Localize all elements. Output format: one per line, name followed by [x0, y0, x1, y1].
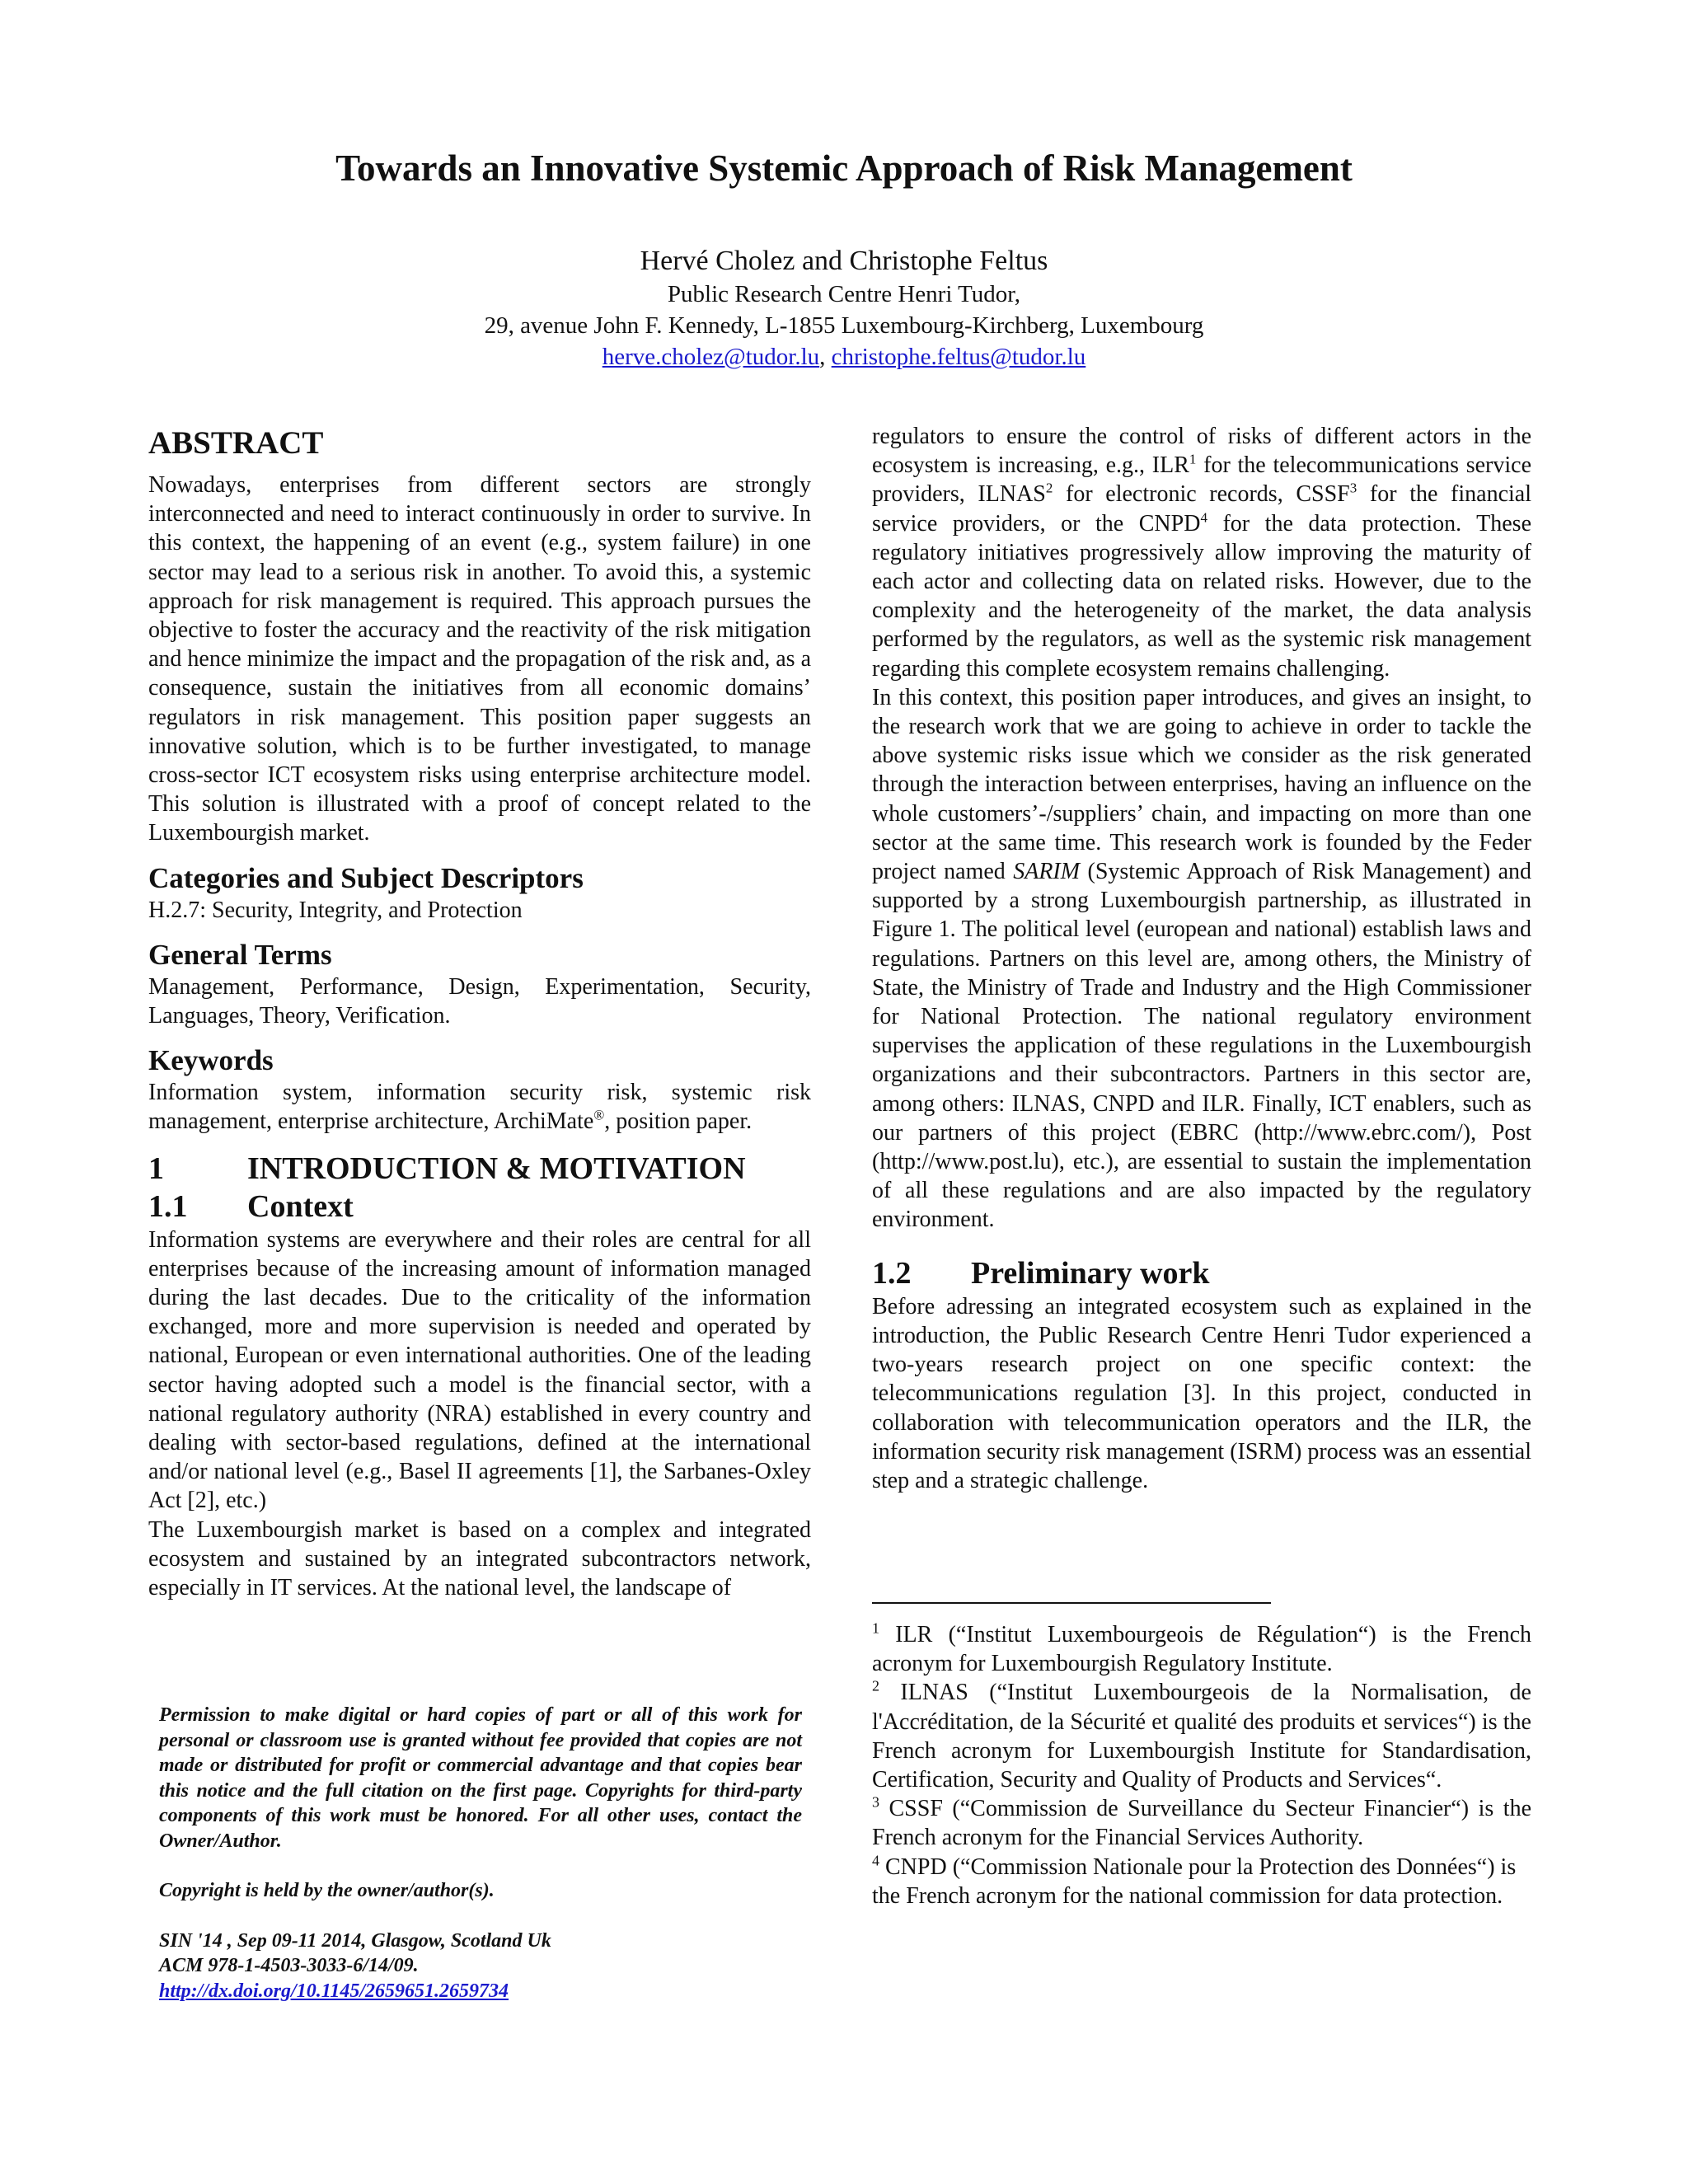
- registered-mark: ®: [593, 1108, 605, 1124]
- footnote-ref-2[interactable]: 2: [1045, 480, 1053, 497]
- doi-link[interactable]: http://dx.doi.org/10.1145/2659651.2659734: [159, 1980, 509, 2002]
- author-emails: [0, 343, 1688, 372]
- general-terms-text: Management, Performance, Design, Experimentation, Security, Languages, Theory, Verification.: [148, 973, 811, 1029]
- left-column: [148, 416, 811, 1602]
- project-name: SARIM: [1013, 859, 1081, 885]
- general-terms-heading: General Terms: [148, 938, 332, 971]
- abstract-heading: ABSTRACT: [148, 425, 324, 461]
- categories-text: H.2.7: Security, Integrity, and Protection: [148, 897, 523, 923]
- email-separator: ,: [819, 344, 832, 370]
- footnotes: [872, 1620, 1531, 1910]
- keywords-text: Information system, information security risk, systemic risk management, enterprise architecture, ArchiMate®, position paper.: [148, 1080, 811, 1135]
- preliminary-paragraph: Before adressing an integrated ecosystem such as explained in the introduction, the Public Research Centre Henri Tudor experienced a two-years research project on one specific context: the telecommunications regulation [3]. In this project, conducted in collaboration with telecommunication operators and the ILR, the information security risk management (ISRM) process was an essential step and a strategic challenge.: [872, 1293, 1531, 1493]
- email-link-feltus[interactable]: christophe.feltus@tudor.lu: [831, 344, 1086, 370]
- subsection-1-1-heading: 1.1 Context: [148, 1188, 354, 1224]
- context-paragraph-1: Information systems are everywhere and their roles are central for all enterprises because of the increasing amount of information managed during the last decades. Due to the criticality of the information exchanged, more and more supervision is needed and operated by national, European or even international authorities. One of the leading sector having adopted such a model is the financial sector, with a national regulatory authority (NRA) established in every country and dealing with sector-based regulations, defined at the international and/or national level (e.g., Basel II agreements [1], the Sarbanes-Oxley Act [2], etc.): [148, 1226, 811, 1514]
- affiliation-address: 29, avenue John F. Kennedy, L-1855 Luxembourg-Kirchberg, Luxembourg: [484, 312, 1204, 339]
- copyright-text: Copyright is held by the owner/author(s).: [159, 1880, 495, 1901]
- footnote-ref-3[interactable]: 3: [1349, 480, 1357, 497]
- subsection-number: 1.2: [872, 1255, 912, 1291]
- abstract-text: Nowadays, enterprises from different sectors are strongly interconnected and need to interact continuously in order to survive. In this context, the happening of an event (e.g., system failure) in one sector may lead to a serious risk in another. To avoid this, a systemic approach for risk management is required. This approach pursues the objective to foster the accuracy and the reactivity of the risk mitigation and hence minimize the impact and the propagation of the risk and, as a consequence, sustain the initiatives from all economic domains’ regulators in risk management. This position paper suggests an innovative solution, which is to be further investigated, to manage cross-sector ICT ecosystem risks using enterprise architecture model. This solution is illustrated with a proof of concept related to the Luxembourgish market.: [148, 472, 811, 846]
- email-link-cholez[interactable]: herve.cholez@tudor.lu: [602, 344, 820, 370]
- footnote-2: $^2$ ILNAS (“Institut Luxembourgeois de la Normalisation, de l'Accréditation, de la Sécurité et qualité des produits et services“) is the French acronym for Luxembourgish Institute for Standardisation, Certification, Security and Quality of Products and Services“.: [872, 1678, 1531, 1793]
- footnote-3: $^3$ CSSF (“Commission de Surveillance du Secteur Financier“) is the French acronym for the Financial Services Authority.: [872, 1793, 1531, 1851]
- footnote-divider: [872, 1602, 1271, 1604]
- section-1-heading: 1 INTRODUCTION & MOTIVATION: [148, 1151, 746, 1186]
- subsection-number: 1.1: [148, 1188, 188, 1224]
- footnote-ref-1[interactable]: 1: [1189, 451, 1197, 467]
- categories-heading: Categories and Subject Descriptors: [148, 861, 584, 894]
- permission-notice: [159, 1703, 802, 2004]
- context-paragraph-2: The Luxembourgish market is based on a complex and integrated ecosystem and sustained by an integrated subcontractors network, especially in IT services. At the national level, the landscape of: [148, 1516, 811, 1601]
- paper-title: Towards an Innovative Systemic Approach of Risk Management: [335, 148, 1353, 189]
- footnote-1: $^1$ ILR (“Institut Luxembourgeois de Régulation“) is the French acronym for Luxembourgish Regulatory Institute.: [872, 1619, 1531, 1677]
- conference-info: SIN '14 , Sep 09-11 2014, Glasgow, Scotland Uk: [159, 1929, 551, 1952]
- footnote-4: $^4$ CNPD (“Commission Nationale pour la Protection des Données“) is the French acronym for the national commission for data protection.: [872, 1852, 1517, 1909]
- context-paragraph-4: In this context, this position paper introduces, and gives an insight, to the research work that we are going to achieve in order to tackle the above systemic risks issue which we consider as the risk generated through the interaction between enterprises, having an influence on the whole customers’-/suppliers’ chain, and impacting on more than one sector at the same time. This research work is founded by the Feder project named SARIM (Systemic Approach of Risk Management) and supported by a strong Luxembourgish partnership, as illustrated in Figure 1. The political level (european and national) establish laws and regulations. Partners on this level are, among others, the Ministry of State, the Ministry of Trade and Industry and the High Commissioner for National Protection. The national regulatory environment supervises the application of these regulations in the Luxembourgish organizations and their subcontractors. Partners in this sector are, among others: ILNAS, CNPD and ILR. Finally, ICT enablers, such as our partners of this project (EBRC (http://www.ebrc.com/), Post (http://www.post.lu), etc.), are essential to sustain the implementation of all these regulations and are also impacted by the regulatory environment.: [872, 684, 1532, 1233]
- affiliation: Public Research Centre Henri Tudor,: [667, 281, 1021, 307]
- context-paragraph-3: regulators to ensure the control of risks of different actors in the ecosystem is increasing, e.g., ILR$^1$ for the telecommunications service providers, ILNAS$^2$ for electronic records, CSSF$^3$ for the financial service providers, or the CNPD$^4$ for the data protection. These regulatory initiatives progressively allow improving the maturity of each actor and collecting data on related risks. However, due to the complexity and the heterogeneity of the market, the data analysis performed by the regulators, as well as the systemic risk management regarding this complete ecosystem remains challenging.: [872, 424, 1532, 682]
- permission-text: Permission to make digital or hard copies of part or all of this work for personal or classroom use is granted without fee provided that copies are not made or distributed for profit or commercial advantage and that copies bear this notice and the full citation on the first page. Copyrights for third-party components of this work must be honored. For all other uses, contact the Owner/Author.: [159, 1704, 802, 1852]
- keywords-heading: Keywords: [148, 1044, 274, 1077]
- acm-info: ACM 978-1-4503-3033-6/14/09.: [159, 1955, 419, 1976]
- subsection-1-2-heading: 1.2 Preliminary work: [872, 1255, 1210, 1291]
- author-names: Hervé Cholez and Christophe Feltus: [640, 246, 1048, 276]
- right-column: [872, 422, 1531, 1495]
- section-number: 1: [148, 1151, 164, 1186]
- footnote-ref-4[interactable]: 4: [1200, 509, 1207, 526]
